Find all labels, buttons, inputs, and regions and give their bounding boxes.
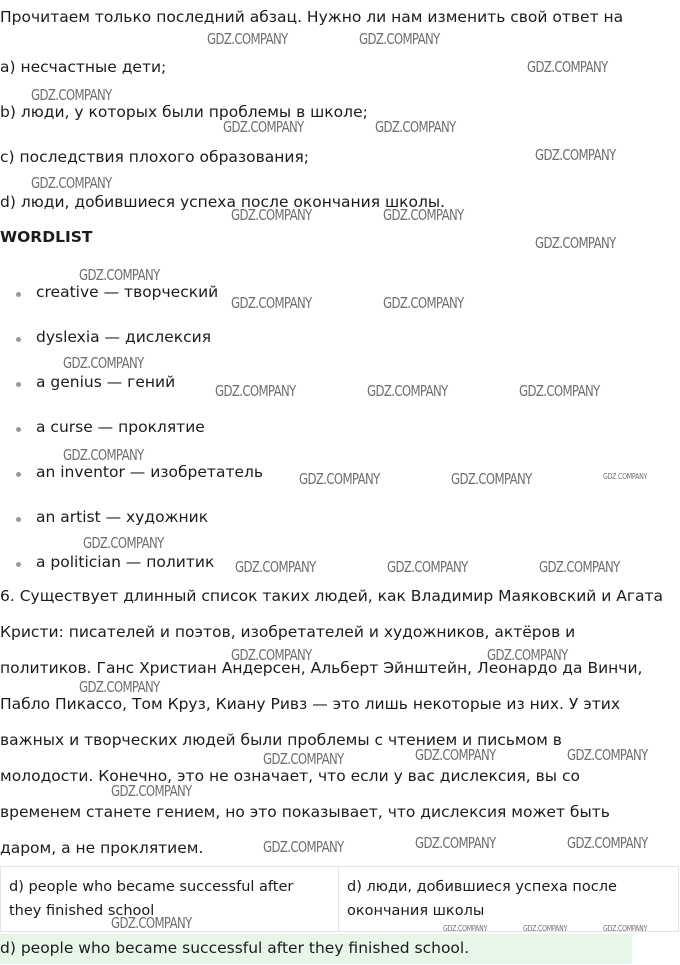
watermark: GDZ.COMPANY — [79, 678, 160, 696]
watermark: GDZ.COMPANY — [603, 924, 648, 933]
wordlist-title: WORDLIST — [0, 228, 93, 246]
option-a: a) несчастные дети; — [0, 58, 167, 76]
table-cell-english: d) people who became successful after they finished school — [1, 867, 339, 931]
option-d: d) люди, добившиеся успеха после окончания школы. — [0, 193, 446, 211]
exercise-line: политиков. Ганс Христиан Андерсен, Альберт Эйнштейн, Леонардо да Винчи, — [0, 659, 643, 677]
watermark: GDZ.COMPANY — [223, 118, 304, 136]
watermark: GDZ.COMPANY — [415, 834, 496, 852]
watermark: GDZ.COMPANY — [415, 746, 496, 764]
exercise-line: даром, а не проклятием. — [0, 839, 204, 857]
exercise-line: Кристи: писателей и поэтов, изобретателей и художников, актёров и — [0, 623, 576, 641]
answer-table — [0, 866, 679, 932]
watermark: GDZ.COMPANY — [367, 382, 448, 400]
exercise-line: молодости. Конечно, это не означает, что если у вас дислексия, вы со — [0, 767, 580, 785]
watermark: GDZ.COMPANY — [79, 266, 160, 284]
watermark: GDZ.COMPANY — [535, 234, 616, 252]
watermark: GDZ.COMPANY — [539, 558, 620, 576]
watermark: GDZ.COMPANY — [375, 118, 456, 136]
watermark: GDZ.COMPANY — [567, 834, 648, 852]
watermark: GDZ.COMPANY — [263, 750, 344, 768]
answer-highlight: d) people who became successful after they finished school. — [0, 934, 632, 964]
watermark: GDZ.COMPANY — [231, 646, 312, 664]
watermark: GDZ.COMPANY — [519, 382, 600, 400]
wordlist-item: dyslexia — дислексия — [36, 328, 212, 346]
watermark: GDZ.COMPANY — [523, 924, 568, 933]
watermark: GDZ.COMPANY — [603, 472, 648, 481]
watermark: GDZ.COMPANY — [443, 924, 488, 933]
watermark: GDZ.COMPANY — [535, 146, 616, 164]
option-c: c) последствия плохого образования; — [0, 148, 310, 166]
wordlist-item: a curse — проклятие — [36, 418, 205, 436]
watermark: GDZ.COMPANY — [31, 174, 112, 192]
watermark: GDZ.COMPANY — [567, 746, 648, 764]
wordlist-item: an artist — художник — [36, 508, 209, 526]
watermark: GDZ.COMPANY — [207, 30, 288, 48]
intro-line: Прочитаем только последний абзац. Нужно ли нам изменить свой ответ на — [0, 8, 624, 26]
bullet-icon — [16, 337, 21, 342]
wordlist-item: a politician — политик — [36, 553, 215, 571]
bullet-icon — [16, 427, 21, 432]
watermark: GDZ.COMPANY — [111, 914, 192, 932]
exercise-line: Пабло Пикассо, Том Круз, Киану Ривз — это лишь некоторые из них. У этих — [0, 695, 621, 713]
wordlist-item: a genius — гений — [36, 373, 176, 391]
bullet-icon — [16, 472, 21, 477]
watermark: GDZ.COMPANY — [263, 838, 344, 856]
watermark: GDZ.COMPANY — [451, 470, 532, 488]
watermark: GDZ.COMPANY — [111, 782, 192, 800]
watermark: GDZ.COMPANY — [383, 206, 464, 224]
watermark: GDZ.COMPANY — [383, 294, 464, 312]
exercise-line: 6. Существует длинный список таких людей, как Владимир Маяковский и Агата — [0, 587, 664, 605]
watermark: GDZ.COMPANY — [387, 558, 468, 576]
bullet-icon — [16, 382, 21, 387]
option-b: b) люди, у которых были проблемы в школе; — [0, 103, 368, 121]
watermark: GDZ.COMPANY — [359, 30, 440, 48]
watermark: GDZ.COMPANY — [487, 646, 568, 664]
exercise-line: важных и творческих людей были проблемы с чтением и письмом в — [0, 731, 562, 749]
watermark: GDZ.COMPANY — [31, 86, 112, 104]
wordlist-item: an inventor — изобретатель — [36, 463, 264, 481]
watermark: GDZ.COMPANY — [215, 382, 296, 400]
bullet-icon — [16, 517, 21, 522]
watermark: GDZ.COMPANY — [63, 446, 144, 464]
watermark: GDZ.COMPANY — [231, 294, 312, 312]
bullet-icon — [16, 292, 21, 297]
table-cell-russian: d) люди, добившиеся успеха после окончания школы — [347, 879, 617, 919]
bullet-icon — [16, 562, 21, 567]
watermark: GDZ.COMPANY — [235, 558, 316, 576]
watermark: GDZ.COMPANY — [527, 58, 608, 76]
wordlist-item: creative — творческий — [36, 283, 219, 301]
watermark: GDZ.COMPANY — [83, 534, 164, 552]
watermark: GDZ.COMPANY — [231, 206, 312, 224]
watermark: GDZ.COMPANY — [299, 470, 380, 488]
watermark: GDZ.COMPANY — [63, 354, 144, 372]
exercise-line: временем станете гением, но это показывает, что дислексия может быть — [0, 803, 610, 821]
